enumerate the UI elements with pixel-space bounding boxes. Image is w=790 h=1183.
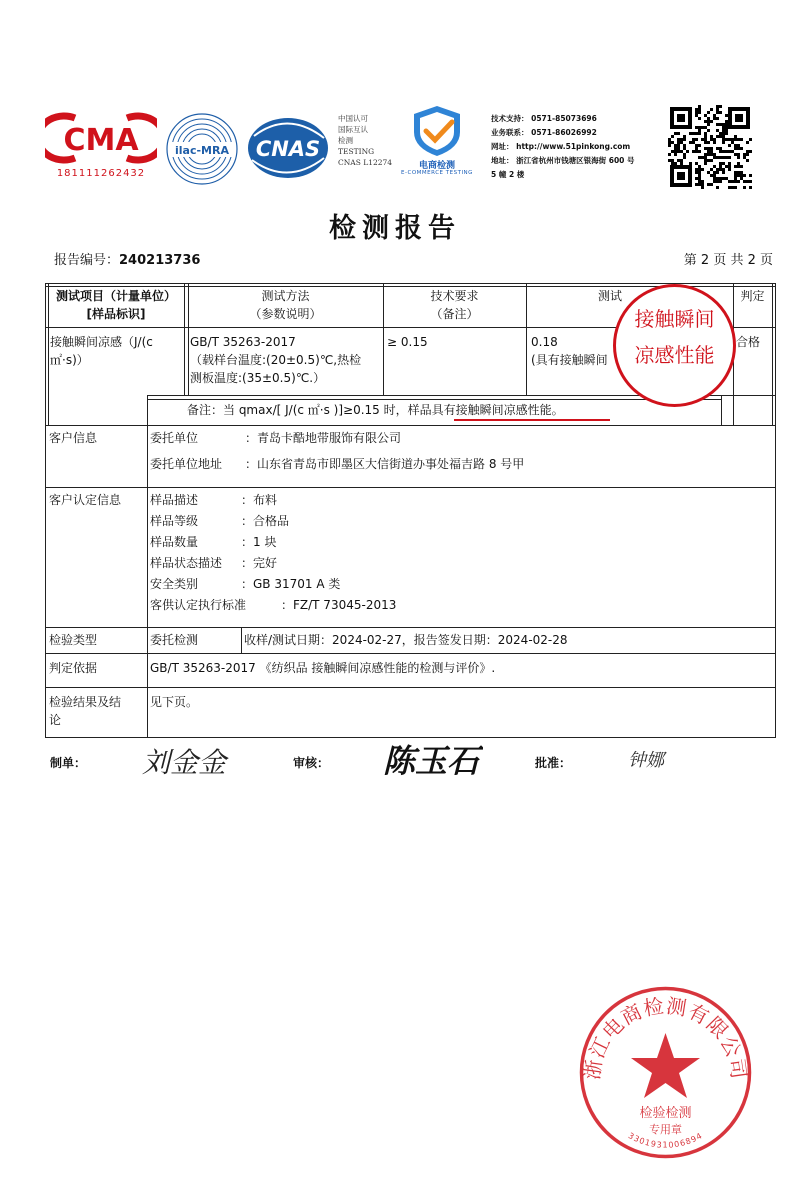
review-signature	[383, 734, 483, 784]
seal-purpose-2: 专用章	[649, 1123, 682, 1136]
row-result-value: 0.18	[531, 335, 558, 349]
client-info-value: ：山东省青岛市即墨区大信街道办事处福吉路 8 号甲	[245, 457, 525, 471]
accr-line: CNAS L12274	[338, 158, 393, 167]
official-seal	[578, 985, 753, 1160]
confirm-value: ：合格品	[241, 514, 290, 528]
row-item	[50, 333, 182, 369]
row-method-line: GB/T 35263-2017	[190, 335, 296, 349]
inspection-type-label: 检验类型	[49, 633, 98, 647]
row-item-line: 接触瞬间凉感（J/(c	[50, 335, 153, 349]
callout-line-1: 接触瞬间	[634, 307, 715, 331]
review-signature-text: 陈玉石	[383, 742, 480, 780]
ecommerce-testing-logo	[396, 104, 478, 180]
cma-number: 181111262432	[56, 168, 146, 179]
review-label: 审核：	[293, 756, 330, 770]
header-requirement	[383, 287, 526, 323]
header-judgement	[733, 287, 772, 305]
header-method-line: （参数说明）	[249, 307, 322, 321]
prepared-signature-text: 刘金金	[142, 746, 227, 779]
confirm-key: 样品描述	[150, 493, 199, 507]
inspection-dates: 收样/测试日期：2024-02-27，报告签发日期：2024-02-28	[244, 633, 568, 647]
callout-line-2: 凉感性能	[634, 343, 715, 367]
callout-circle	[612, 283, 737, 408]
contact-business: 业务联系： 0571-86026992	[491, 128, 597, 137]
header-method-line: 测试方法	[261, 289, 310, 303]
accreditation-text	[338, 113, 392, 168]
ecommerce-logo-sub: E-COMMERCE TESTING	[401, 170, 473, 176]
confirm-key: 样品等级	[150, 514, 199, 528]
accr-line: 中国认可	[338, 114, 368, 123]
row-judgement: 合格	[736, 335, 761, 349]
qr-code	[668, 105, 752, 189]
cnas-logo-text: CNAS	[255, 137, 321, 161]
seal-company: 浙江电商检测有限公司	[579, 993, 752, 1082]
conclusion-value: 见下页。	[150, 695, 199, 709]
ilac-mra-logo	[165, 112, 239, 186]
row-method-line: 测板温度:(35±0.5)℃.）	[190, 371, 326, 385]
confirm-key: 客供认定执行标准	[150, 598, 247, 612]
confirm-key: 安全类别	[150, 577, 199, 591]
header-requirement-line: （备注）	[430, 307, 479, 321]
confirm-value: ：GB 31701 A 类	[241, 577, 341, 591]
inspection-type-value: 委托检测	[150, 633, 199, 647]
confirm-value: ：1 块	[241, 535, 277, 549]
contact-tech-support: 技术支持： 0571-85073696	[491, 114, 597, 123]
client-info-value: ：青岛卡酷地带服饰有限公司	[245, 431, 402, 445]
conclusion-label-line: 论	[49, 713, 62, 727]
accr-line: 国际互认	[338, 125, 368, 134]
contact-address: 地址： 浙江省杭州市钱塘区银海街 600 号	[491, 156, 635, 165]
client-info-key: 委托单位	[150, 431, 199, 445]
row-requirement: ≥ 0.15	[387, 335, 428, 349]
accr-line: TESTING	[338, 147, 375, 156]
contact-address-2: 5 幢 2 楼	[491, 170, 525, 179]
header-method	[188, 287, 383, 323]
seal-number: 3301931006894	[626, 1130, 705, 1150]
conclusion-label-line: 检验结果及结	[49, 695, 122, 709]
cma-logo-text: CMA	[63, 123, 139, 158]
header-judgement-line: 判定	[740, 289, 765, 303]
remark-text: 备注：当 qmax/[ J/(c ㎡·s )]≥0.15 时，样品具有接触瞬间凉感性能。	[187, 403, 564, 417]
cnas-logo	[246, 116, 330, 180]
client-confirm-label: 客户认定信息	[49, 493, 122, 507]
header-requirement-line: 技术要求	[430, 289, 479, 303]
page-title: 检测报告	[329, 213, 461, 244]
conclusion-label	[49, 693, 145, 729]
ilac-logo-text: ilac-MRA	[175, 144, 229, 157]
confirm-value: ：完好	[241, 556, 278, 570]
confirm-value: ：FZ/T 73045-2013	[281, 598, 397, 612]
approve-signature-text: 钟娜	[628, 750, 664, 771]
confirm-key: 样品状态描述	[150, 556, 223, 570]
header-item-line: [样品标识]	[86, 307, 146, 321]
row-method	[190, 333, 383, 387]
client-info-label: 客户信息	[49, 431, 98, 445]
ecommerce-logo-name: 电商检测	[418, 161, 455, 171]
confirm-value: ：布料	[241, 493, 278, 507]
basis-label: 判定依据	[49, 661, 98, 675]
accr-line: 检测	[338, 136, 353, 145]
star-icon	[631, 1033, 700, 1098]
header-item	[48, 287, 184, 323]
row-method-line: （载样台温度:(20±0.5)℃,热检	[190, 353, 362, 367]
basis-value: GB/T 35263-2017 《纺织品 接触瞬间凉感性能的检测与评价》.	[150, 661, 496, 675]
contact-website: 网址： http://www.51pinkong.com	[491, 142, 631, 151]
client-info-key: 委托单位地址	[150, 457, 223, 471]
prepared-label: 制单：	[50, 756, 87, 770]
approve-label: 批准：	[535, 756, 572, 770]
row-result-note: (具有接触瞬间	[531, 353, 608, 367]
contact-block	[491, 112, 635, 182]
header-item-line: 测试项目（计量单位）	[55, 289, 176, 303]
cma-logo	[45, 110, 157, 180]
report-number-label: 报告编号：	[54, 253, 120, 268]
prepared-signature	[142, 738, 232, 782]
confirm-key: 样品数量	[150, 535, 199, 549]
approve-signature	[628, 744, 708, 774]
shield-check-icon	[396, 104, 478, 158]
report-number-value: 240213736	[119, 253, 201, 268]
row-item-line: ㎡·s)）	[50, 353, 89, 367]
seal-purpose: 检验检测	[639, 1106, 692, 1121]
page-info: 第 2 页 共 2 页	[683, 253, 773, 268]
report-number	[54, 249, 200, 268]
header-result-line: 测试	[598, 289, 623, 303]
